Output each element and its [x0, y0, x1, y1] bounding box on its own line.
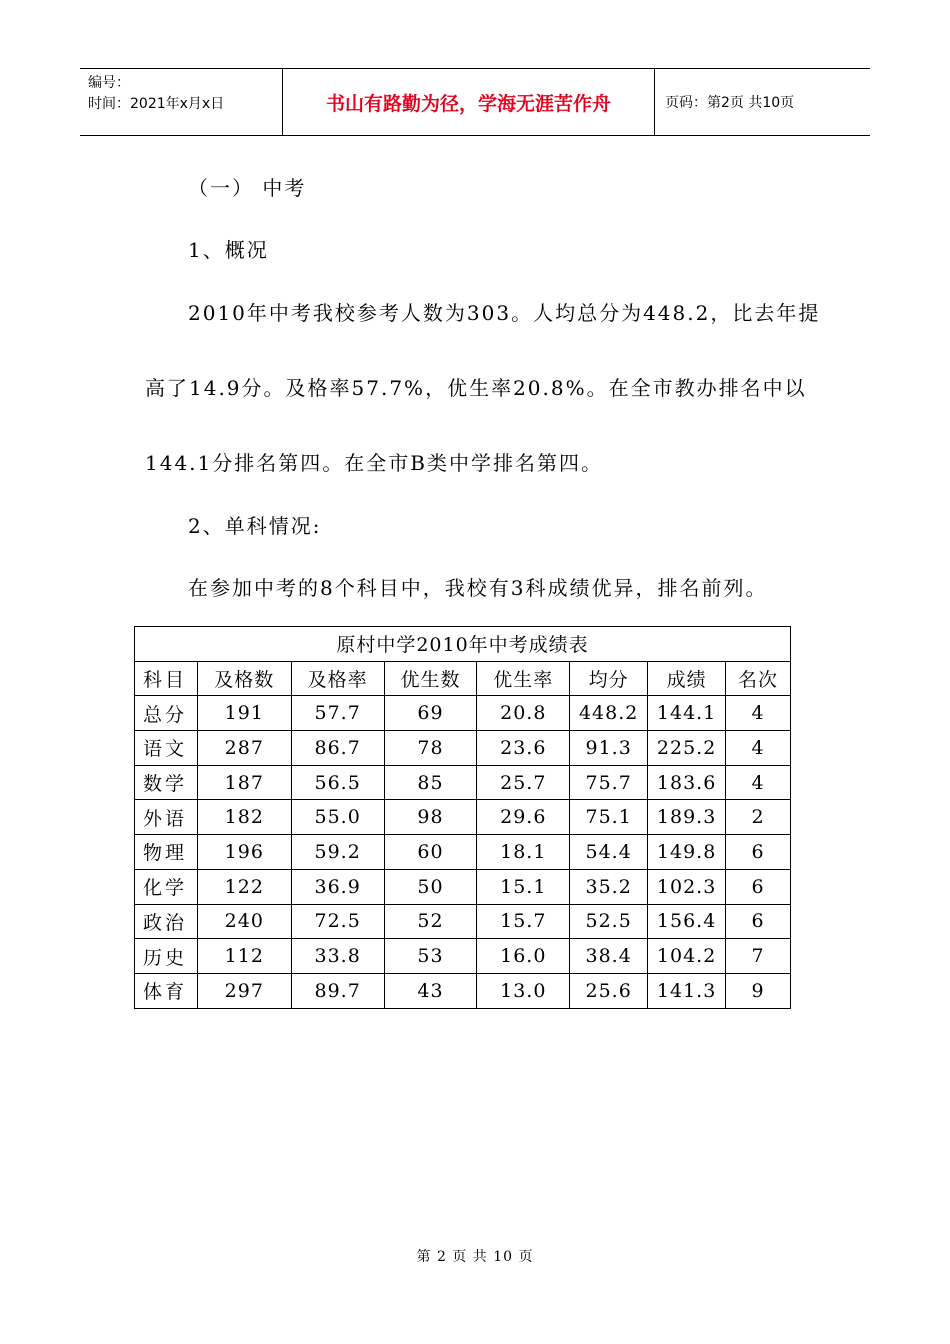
paragraph-line: 144.1分排名第四。在全市B类中学排名第四。	[145, 451, 603, 475]
column-header: 优生数	[384, 661, 477, 696]
table-cell: 29.6	[477, 800, 570, 835]
table-cell: 2	[726, 800, 791, 835]
table-cell: 4	[726, 765, 791, 800]
table-cell: 4	[726, 731, 791, 766]
table-cell: 240	[197, 904, 291, 939]
table-cell: 156.4	[648, 904, 726, 939]
subject-cell: 物理	[135, 835, 198, 870]
table-cell: 25.6	[570, 973, 648, 1008]
table-cell: 104.2	[648, 939, 726, 974]
column-header: 成绩	[648, 661, 726, 696]
table-cell: 16.0	[477, 939, 570, 974]
table-cell: 149.8	[648, 835, 726, 870]
table-cell: 52.5	[570, 904, 648, 939]
header-meta	[80, 69, 282, 135]
table-cell: 85	[384, 765, 477, 800]
table-row	[135, 696, 791, 731]
table-cell: 122	[197, 869, 291, 904]
table-cell: 297	[197, 973, 291, 1008]
table-cell: 38.4	[570, 939, 648, 974]
table-cell: 86.7	[291, 731, 384, 766]
table-cell: 6	[726, 869, 791, 904]
subject-cell: 外语	[135, 800, 198, 835]
subject-cell: 历史	[135, 939, 198, 974]
table-cell: 15.1	[477, 869, 570, 904]
table-row	[135, 800, 791, 835]
subject-cell: 政治	[135, 904, 198, 939]
table-cell: 6	[726, 835, 791, 870]
paragraph-line: 2010年中考我校参考人数为303。人均总分为448.2，比去年提	[188, 301, 821, 325]
score-table	[134, 626, 791, 1009]
table-cell: 196	[197, 835, 291, 870]
section-title: （一） 中考	[188, 176, 307, 200]
table-cell: 189.3	[648, 800, 726, 835]
table-cell: 18.1	[477, 835, 570, 870]
subject-cell: 体育	[135, 973, 198, 1008]
table-cell: 56.5	[291, 765, 384, 800]
time-label: 时间：2021年x月x日	[88, 96, 225, 112]
subject-cell: 总分	[135, 696, 198, 731]
table-cell: 50	[384, 869, 477, 904]
paragraph-line: 在参加中考的8个科目中，我校有3科成绩优异，排名前列。	[188, 576, 768, 600]
table-cell: 9	[726, 973, 791, 1008]
column-header: 均分	[570, 661, 648, 696]
column-header: 科目	[135, 661, 198, 696]
subject-cell: 化学	[135, 869, 198, 904]
page-footer: 第 2 页 共 10 页	[416, 1249, 534, 1265]
table-cell: 75.1	[570, 800, 648, 835]
table-cell: 59.2	[291, 835, 384, 870]
header-page-label: 页码：第2页 共10页	[665, 95, 795, 111]
subheading-subjects: 2、单科情况:	[188, 514, 322, 538]
subject-cell: 数学	[135, 765, 198, 800]
table-row	[135, 973, 791, 1008]
header-motto: 书山有路勤为径，学海无涯苦作舟	[282, 69, 655, 135]
table-cell: 25.7	[477, 765, 570, 800]
table-cell: 183.6	[648, 765, 726, 800]
table-row	[135, 904, 791, 939]
table-row	[135, 765, 791, 800]
column-header: 及格率	[291, 661, 384, 696]
page-header	[80, 68, 870, 136]
table-cell: 4	[726, 696, 791, 731]
table-cell: 60	[384, 835, 477, 870]
table-cell: 91.3	[570, 731, 648, 766]
table-cell: 102.3	[648, 869, 726, 904]
table-cell: 287	[197, 731, 291, 766]
table-cell: 187	[197, 765, 291, 800]
subheading-overview: 1、概况	[188, 238, 269, 262]
table-cell: 53	[384, 939, 477, 974]
table-cell: 23.6	[477, 731, 570, 766]
table-cell: 448.2	[570, 696, 648, 731]
table-cell: 69	[384, 696, 477, 731]
table-cell: 55.0	[291, 800, 384, 835]
table-cell: 78	[384, 731, 477, 766]
table-cell: 13.0	[477, 973, 570, 1008]
table-cell: 75.7	[570, 765, 648, 800]
table-cell: 144.1	[648, 696, 726, 731]
subject-cell: 语文	[135, 731, 198, 766]
table-cell: 35.2	[570, 869, 648, 904]
table-header-row	[135, 661, 791, 696]
table-row	[135, 939, 791, 974]
paragraph-line: 高了14.9分。及格率57.7%，优生率20.8%。在全市教办排名中以	[145, 376, 807, 400]
table-cell: 225.2	[648, 731, 726, 766]
table-cell: 36.9	[291, 869, 384, 904]
table-cell: 6	[726, 904, 791, 939]
table-cell: 72.5	[291, 904, 384, 939]
table-cell: 112	[197, 939, 291, 974]
table-cell: 191	[197, 696, 291, 731]
table-row	[135, 731, 791, 766]
column-header: 及格数	[197, 661, 291, 696]
table-cell: 57.7	[291, 696, 384, 731]
table-cell: 52	[384, 904, 477, 939]
table-cell: 182	[197, 800, 291, 835]
column-header: 优生率	[477, 661, 570, 696]
table-cell: 33.8	[291, 939, 384, 974]
table-row	[135, 869, 791, 904]
table-cell: 7	[726, 939, 791, 974]
table-cell: 54.4	[570, 835, 648, 870]
column-header: 名次	[726, 661, 791, 696]
table-cell: 20.8	[477, 696, 570, 731]
table-cell: 15.7	[477, 904, 570, 939]
table-cell: 98	[384, 800, 477, 835]
table-cell: 89.7	[291, 973, 384, 1008]
number-label: 编号：	[88, 75, 130, 91]
table-row	[135, 835, 791, 870]
table-cell: 141.3	[648, 973, 726, 1008]
table-cell: 43	[384, 973, 477, 1008]
table-caption: 原村中学2010年中考成绩表	[135, 627, 791, 662]
